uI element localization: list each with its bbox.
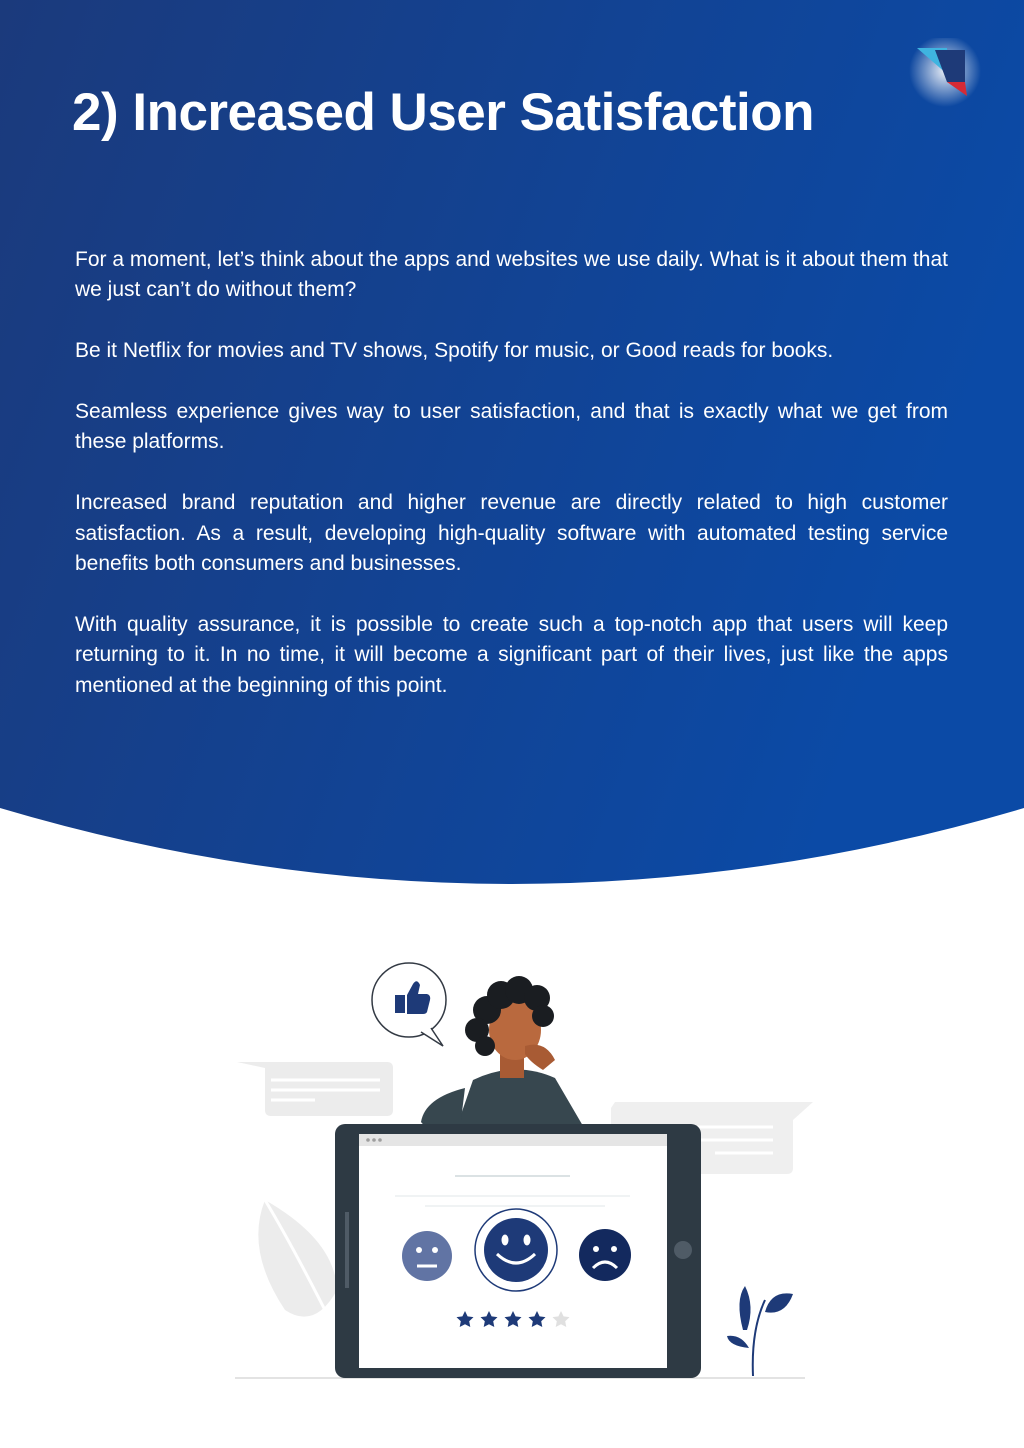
satisfaction-illustration (225, 950, 825, 1390)
paragraph: Be it Netflix for movies and TV shows, Spotify for music, or Good reads for books. (75, 339, 834, 363)
brand-logo (905, 38, 985, 108)
page-title: 2) Increased User Satisfaction (72, 83, 815, 142)
speech-bubble-left-icon (237, 1062, 393, 1116)
paragraph: With quality assurance, it is possible to create such a top-notch app that users will keep returning to it. In no time, it will become a significant part of their lives, just like the apps mentioned at the beginning of this point. (75, 612, 948, 697)
neutral-face-icon (402, 1231, 452, 1281)
paragraph: For a moment, let’s think about the apps and websites we use daily. What is it about them that we just can’t do without them? (75, 248, 948, 302)
sprout-plant-icon (727, 1286, 793, 1376)
paragraph: Increased brand reputation and higher revenue are directly related to high customer satisfaction. As a result, developing high-quality software with automated testing service benefits both consumers and businesses. (75, 491, 948, 576)
body-text (75, 245, 948, 731)
leaf-plant-icon (258, 1200, 337, 1330)
paragraph: Seamless experience gives way to user satisfaction, and that is exactly what we get from these platforms. (75, 400, 948, 454)
sad-face-icon (579, 1229, 631, 1281)
thumbs-up-bubble-icon (372, 963, 446, 1046)
happy-face-icon (475, 1209, 557, 1291)
